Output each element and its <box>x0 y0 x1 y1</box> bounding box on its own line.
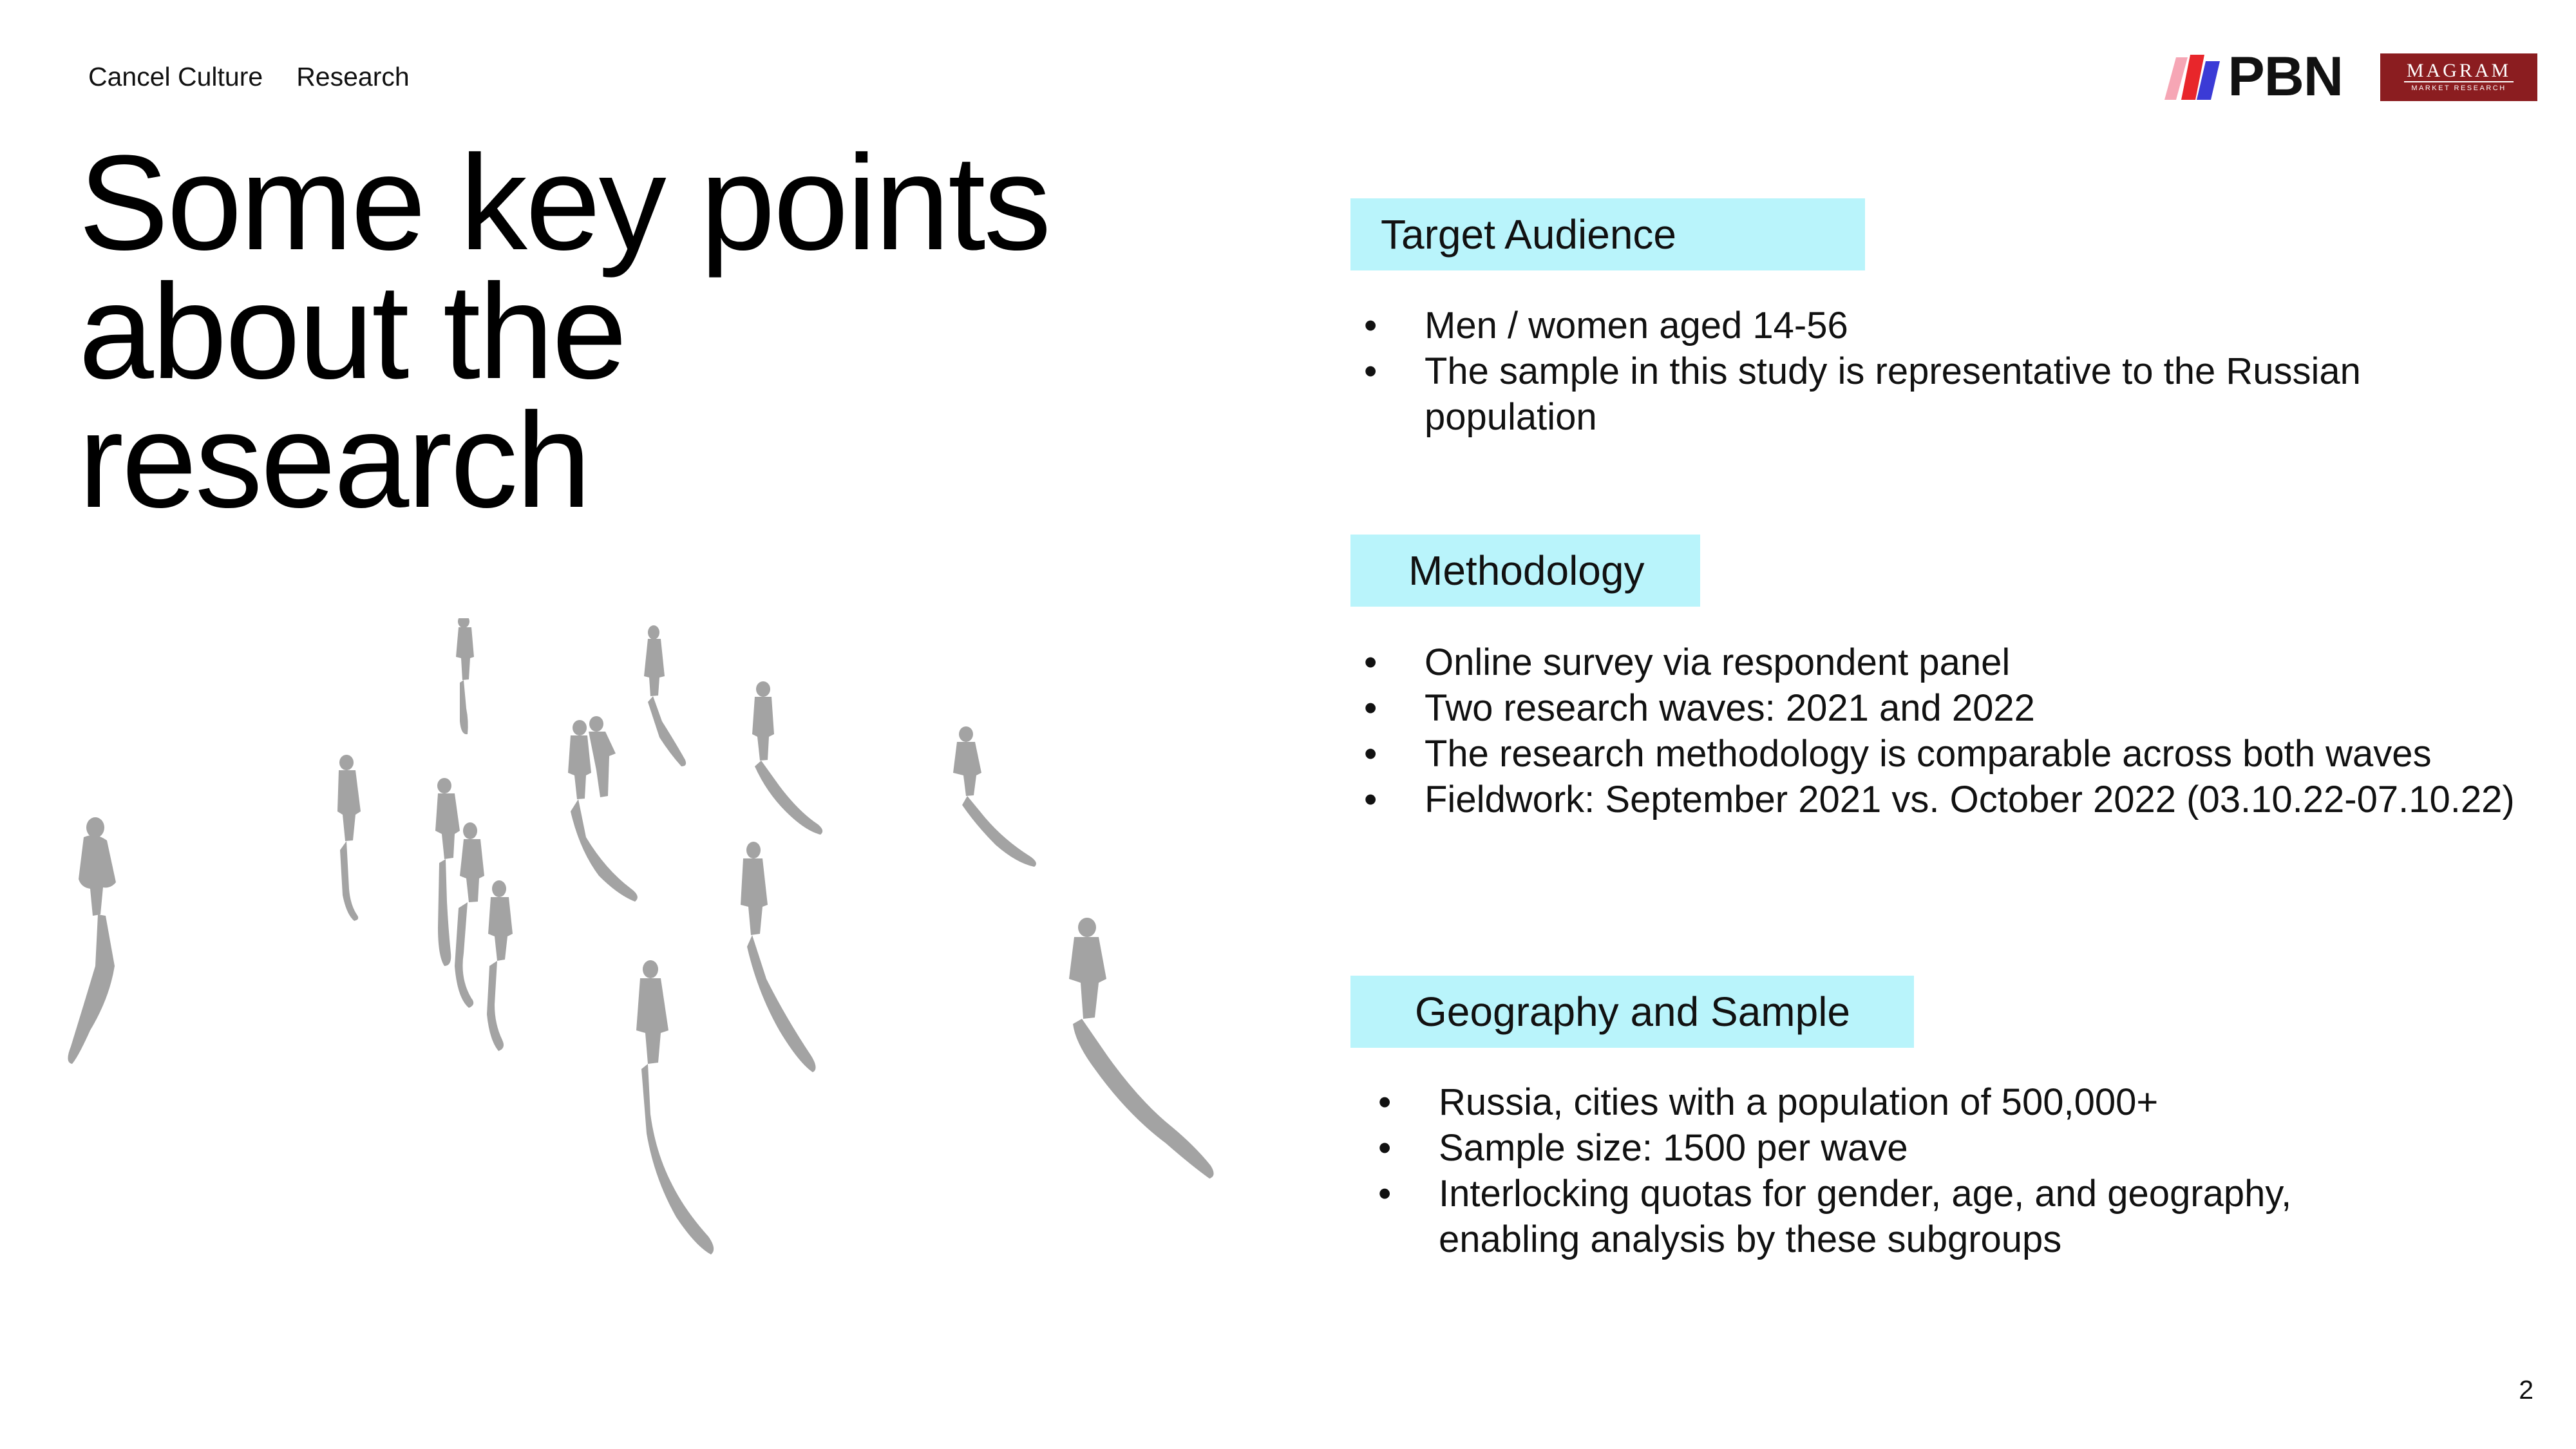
breadcrumb <box>88 62 410 92</box>
section-heading-label: Geography and Sample <box>1415 989 1850 1035</box>
breadcrumb-item-section: Research <box>296 62 410 91</box>
list-item: • Fieldwork: September 2021 vs. October 2022 (03.10.22-07.10.22) <box>1358 777 2555 822</box>
target-audience-list <box>1358 303 2420 440</box>
page-title: Some key points about the research <box>79 127 1050 536</box>
magram-logo <box>2380 53 2537 101</box>
page-number: 2 <box>2519 1375 2533 1405</box>
list-item: • Men / women aged 14-56 <box>1358 303 2420 348</box>
list-item: • Sample size: 1500 per wave <box>1372 1125 2338 1171</box>
magram-logo-subtext: MARKET RESEARCH <box>2411 84 2506 92</box>
section-heading-label: Target Audience <box>1381 211 1676 258</box>
section-heading-geography-sample <box>1350 976 1914 1048</box>
methodology-list <box>1358 639 2555 822</box>
section-heading-methodology <box>1350 535 1700 607</box>
magram-logo-text: MAGRAM <box>2404 61 2514 82</box>
geography-sample-list <box>1372 1079 2338 1262</box>
pbn-logo-icon <box>2162 52 2221 102</box>
section-heading-label: Methodology <box>1408 547 1645 594</box>
logos <box>2162 45 2537 109</box>
breadcrumb-item-topic: Cancel Culture <box>88 62 263 91</box>
list-item: • Russia, cities with a population of 500,000+ <box>1372 1079 2338 1125</box>
pbn-logo <box>2162 45 2343 109</box>
crowd-silhouettes-image <box>39 618 1262 1340</box>
list-item: • Online survey via respondent panel <box>1358 639 2555 685</box>
list-item: • Interlocking quotas for gender, age, and geography, enabling analysis by these subgroups <box>1372 1171 2338 1262</box>
list-item: • Two research waves: 2021 and 2022 <box>1358 685 2555 731</box>
list-item: • The sample in this study is representative to the Russian population <box>1358 348 2420 440</box>
list-item: • The research methodology is comparable across both waves <box>1358 731 2555 777</box>
pbn-logo-text: PBN <box>2228 46 2343 108</box>
section-heading-target-audience <box>1350 198 1865 270</box>
